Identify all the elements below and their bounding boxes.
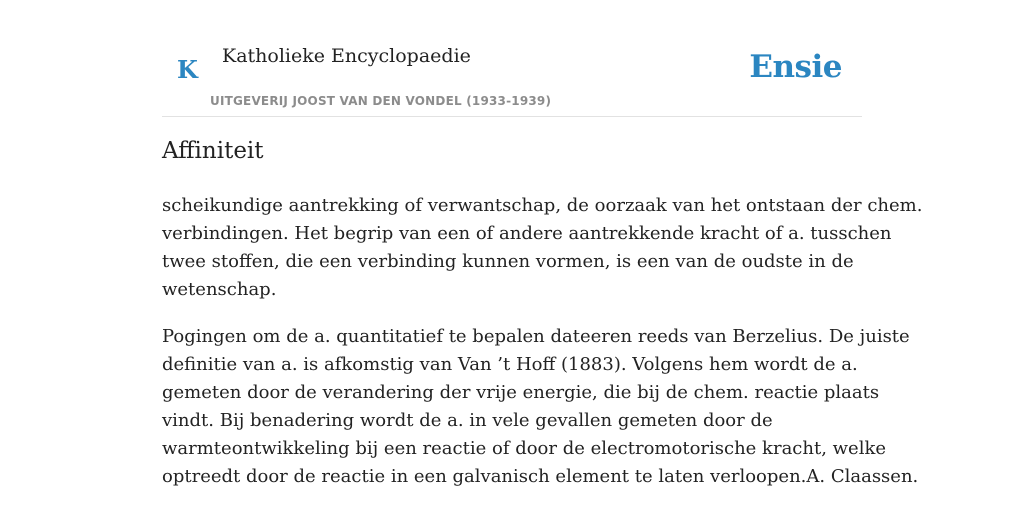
paragraph-line: gemeten door de verandering der vrije energie, die bij de chem. reactie plaats [162,382,880,403]
site-title[interactable]: Katholieke Encyclopaedie [222,45,471,67]
publisher-label: UITGEVERIJ JOOST VAN DEN VONDEL (1933-1939) [210,94,552,108]
article-paragraph [162,192,923,304]
paragraph-line: scheikundige aantrekking of verwantschap, de oorzaak van het ontstaan der chem. [162,195,923,216]
encyclopedia-logo[interactable]: K [177,55,198,84]
paragraph-line: Pogingen om de a. quantitatief te bepalen dateeren reeds van Berzelius. De juiste [162,326,910,347]
header [162,0,862,117]
page [162,0,923,487]
paragraph-line: definitie van a. is afkomstig van Van ’t Hoff (1883). Volgens hem wordt de a. [162,354,858,375]
paragraph-line: vindt. Bij benadering wordt de a. in vele gevallen gemeten door de [162,410,773,431]
paragraph-line: optreedt door de reactie in een galvanisch element te laten verloopen.A. Claassen. [162,466,919,487]
ensie-logo[interactable]: Ensie [749,49,842,85]
paragraph-line: verbindingen. Het begrip van een of andere aantrekkende kracht of a. tusschen [162,223,892,244]
paragraph-line: twee stoffen, die een verbinding kunnen vormen, is een van de oudste in de [162,251,854,272]
article-title: Affiniteit [162,138,264,164]
paragraph-line: wetenschap. [162,279,277,300]
paragraph-line: warmteontwikkeling bij een reactie of door de electromotorische kracht, welke [162,438,887,459]
article-paragraph [162,323,919,491]
